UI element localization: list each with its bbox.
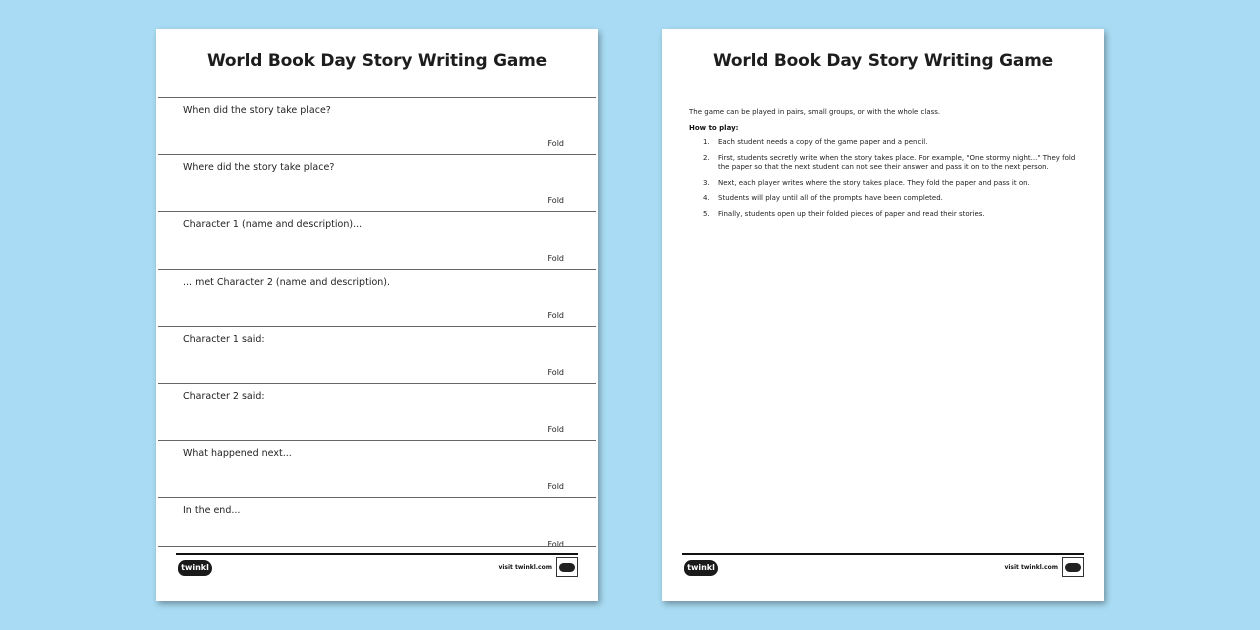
worksheet-row xyxy=(158,97,596,154)
row-prompt: In the end... xyxy=(183,505,241,517)
step-text: Each student needs a copy of the game paper and a pencil. xyxy=(718,138,928,146)
row-prompt: Character 1 (name and description)... xyxy=(183,219,363,231)
fold-label: Fold xyxy=(547,539,564,549)
worksheet-row xyxy=(158,269,596,326)
row-prompt: Character 1 said: xyxy=(183,333,265,345)
fold-label: Fold xyxy=(547,253,564,263)
row-prompt: Where did the story take place? xyxy=(183,162,335,174)
worksheet-page xyxy=(156,29,598,601)
twinkl-logo: twinkl xyxy=(684,560,718,576)
instruction-step xyxy=(689,179,1081,189)
fold-label: Fold xyxy=(547,367,564,377)
footer-url: visit twinkl.com xyxy=(1004,564,1058,571)
row-prompt: Character 2 said: xyxy=(183,390,265,402)
worksheet-row xyxy=(158,440,596,497)
step-text: Finally, students open up their folded pieces of paper and read their stories. xyxy=(718,209,985,218)
instructions-page xyxy=(662,29,1104,601)
instruction-step xyxy=(689,194,1081,204)
step-number: 1. xyxy=(703,138,710,146)
footer-rule xyxy=(176,553,578,555)
fold-label: Fold xyxy=(547,425,564,435)
how-to-play-heading: How to play: xyxy=(689,124,739,132)
row-prompt: ... met Character 2 (name and description). xyxy=(183,276,391,288)
worksheet-row xyxy=(158,326,596,383)
worksheet-title: World Book Day Story Writing Game xyxy=(206,51,548,71)
fold-label: Fold xyxy=(547,196,564,206)
worksheet-row xyxy=(158,154,596,211)
step-text: Next, each player writes where the story takes place. They fold the paper and pass it on. xyxy=(718,178,1030,187)
fold-label: Fold xyxy=(547,310,564,320)
step-text: Students will play until all of the prompts have been completed. xyxy=(718,194,943,202)
twinkl-logo: twinkl xyxy=(178,560,212,576)
fold-label: Fold xyxy=(547,482,564,492)
row-prompt: When did the story take place? xyxy=(183,105,331,116)
step-number: 5. xyxy=(703,209,710,218)
footer-url: visit twinkl.com xyxy=(498,564,552,571)
instructions-intro: The game can be played in pairs, small groups, or with the whole class. xyxy=(689,108,941,116)
footer-rule xyxy=(682,553,1084,555)
quality-badge-icon xyxy=(1062,557,1084,577)
instruction-step xyxy=(689,210,1081,220)
worksheet-row xyxy=(158,211,596,268)
worksheet-rows xyxy=(158,97,596,555)
worksheet-bottom-rule xyxy=(158,546,596,547)
instruction-step xyxy=(689,138,1081,148)
step-number: 3. xyxy=(703,178,710,187)
step-number: 4. xyxy=(703,194,710,202)
instructions-steps xyxy=(689,138,1081,225)
quality-badge-icon xyxy=(556,557,578,577)
instructions-title: World Book Day Story Writing Game xyxy=(712,51,1054,71)
step-text: First, students secretly write when the story takes place. For example, "One stormy night..." They fold the paper so that the next student can not see their answer and pass it on to the next person. xyxy=(718,153,1076,171)
row-prompt: What happened next... xyxy=(183,448,292,460)
instruction-step xyxy=(689,154,1081,173)
fold-label: Fold xyxy=(547,139,564,149)
step-number: 2. xyxy=(703,153,710,162)
worksheet-row xyxy=(158,383,596,440)
